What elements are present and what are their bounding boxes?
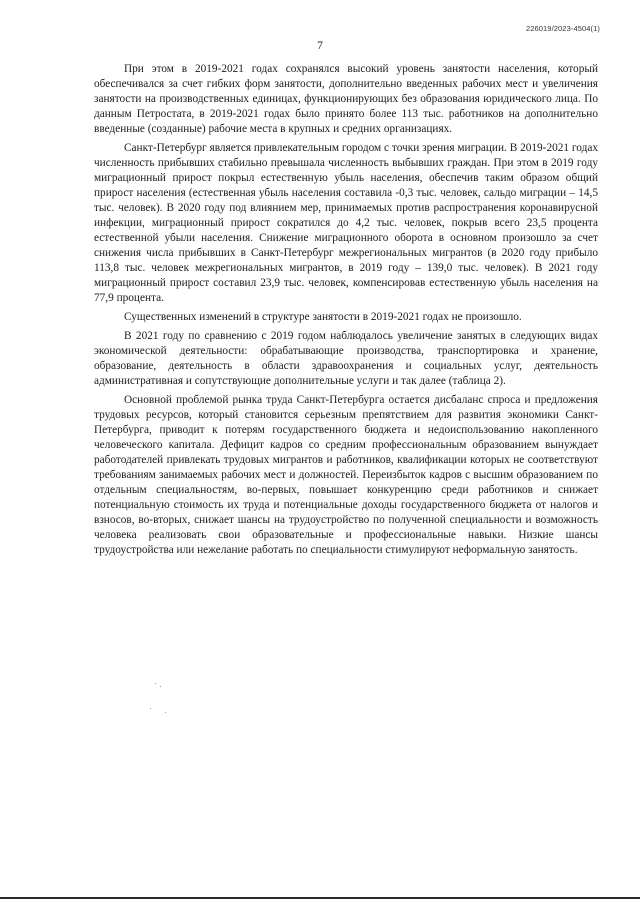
paragraph-labor-problem: Основной проблемой рынка труда Санкт-Петербурга остается дисбаланс спроса и предложения трудовых ресурсов, который становится серьезным препятствием для развития экономики Санкт-Петербурга, приводит к потерям государственного бюджета и недоиспользованию накопленного человеческого капитала. Дефицит кадров со средним профессиональным образованием вынуждает работодателей привлекать трудовых мигрантов и работников, квалификации которых не соответствуют требованиям занимаемых рабочих мест и должностей. Переизбыток кадров с высшим образованием по отдельным специальностям, во-первых, повышает конкуренцию среди работников и снижает потенциальную стоимость их труда и потенциальные доходы государственного бюджета от налогов и взносов, во-вторых, снижает шансы на трудоустройство по полученной специальности и возможность человека реализовать свои образовательные и профессиональные навыки. Низкие шансы трудоустройства или нежелание работать по специальности стимулируют неформальную занятость. (94, 394, 598, 556)
page-number: 7 (317, 40, 323, 52)
scan-speck (165, 712, 166, 713)
document-number: 226019/2023-4504(1) (525, 24, 600, 33)
document-body (94, 62, 598, 562)
paragraph-sectors: В 2021 году по сравнению с 2019 годом наблюдалось увеличение занятых в следующих видах экономической деятельности: обрабатывающие производства, транспортировка и хранение, образование, деятельность в области здравоохранения и социальных услуг, деятельность административная и сопутствующие дополнительные услуги и так далее (таблица 2). (94, 330, 598, 387)
scan-bottom-edge (0, 897, 640, 899)
scan-speck (155, 683, 156, 684)
paragraph-migration: Санкт-Петербург является привлекательным городом с точки зрения миграции. В 2019-2021 годах численность прибывших стабильно превышала численность выбывших граждан. При этом в 2019 году миграционный прирост покрыл естественную убыль населения, обеспечив таким образом общий прирост населения (естественная убыль населения составила -0,3 тыс. человек, сальдо миграции – 14,5 тыс. человек). В 2020 году под влиянием мер, принимаемых против распространения коронавирусной инфекции, миграционный прирост сократился до 4,2 тыс. человек, покрыв всего 23,5 процента естественной убыли населения. Снижение миграционного оборота в основном произошло за счет снижения числа прибывших в Санкт-Петербург межрегиональных мигрантов (в 2020 году прибыло 113,8 тыс. человек межрегиональных мигрантов, в 2019 году – 139,0 тыс. человек). В 2021 году миграционный прирост составил 23,9 тыс. человек, компенсировав естественную убыль населения на 77,9 процента. (94, 142, 598, 304)
scan-speck (160, 686, 161, 687)
scan-speck (150, 708, 151, 709)
paragraph-structure: Существенных изменений в структуре занятости в 2019-2021 годах не произошло. (124, 311, 522, 323)
paragraph-employment: При этом в 2019-2021 годах сохранялся высокий уровень занятости населения, который обеспечивался за счет гибких форм занятости, дополнительно введенных рабочих мест и увеличения занятости на производственных единицах, функционирующих без образования юридического лица. По данным Петростата, в 2019-2021 годах было принято более 113 тыс. работников на дополнительно введенные (созданные) рабочие места в крупных и средних организациях. (94, 63, 598, 135)
